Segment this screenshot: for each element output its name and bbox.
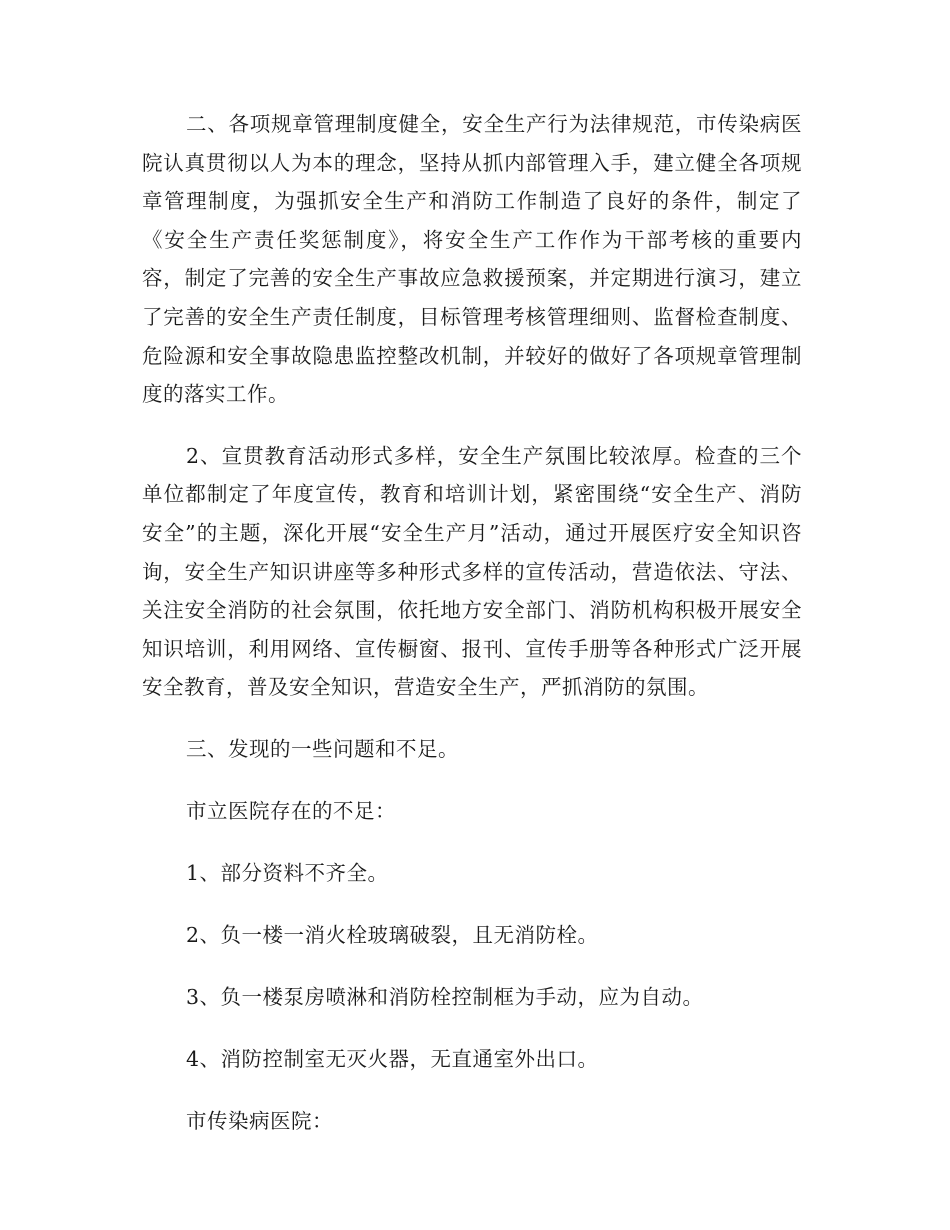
- paragraph-issue-4: 4、消防控制室无灭火器，无直通室外出口。: [186, 1047, 599, 1072]
- document-body: [142, 105, 802, 1165]
- paragraph-regulations: 二、各项规章管理制度健全，安全生产行为法律规范，市传染病医院认真贯彻以人为本的理念，坚持从抓内部管理入手，建立健全各项规章管理制度，为强抓安全生产和消防工作制造了良好的条件，制定了《安全生产责任奖惩制度》，将安全生产工作作为干部考核的重要内容，制定了完善的安全生产事故应急救援预案，并定期进行演习，建立了完善的安全生产责任制度，目标管理考核管理细则、监督检查制度、危险源和安全事故隐患监控整改机制，并较好的做好了各项规章管理制度的落实工作。: [142, 112, 802, 407]
- paragraph-issue-3: 3、负一楼泵房喷淋和消防栓控制框为手动，应为自动。: [186, 985, 704, 1010]
- paragraph-infectious-hospital-heading: 市传染病医院：: [186, 1109, 333, 1134]
- paragraph-problems-heading: 三、发现的一些问题和不足。: [186, 736, 459, 761]
- paragraph-issue-1: 1、部分资料不齐全。: [186, 861, 389, 886]
- paragraph-city-hospital-heading: 市立医院存在的不足：: [186, 799, 396, 823]
- paragraph-education: 2、宣贯教育活动形式多样，安全生产氛围比较浓厚。检查的三个单位都制定了年度宣传，教育和培训计划，紧密围绕“安全生产、消防安全”的主题，深化开展“安全生产月”活动，通过开展医疗安全知识咨询，安全生产知识讲座等多种形式多样的宣传活动，营造依法、守法、关注安全消防的社会氛围，依托地方安全部门、消防机构积极开展安全知识培训，利用网络、宣传橱窗、报刊、宣传手册等各种形式广泛开展安全教育，普及安全知识，营造安全生产，严抓消防的氛围。: [142, 443, 802, 700]
- paragraph-issue-2: 2、负一楼一消火栓玻璃破裂，且无消防栓。: [186, 923, 599, 948]
